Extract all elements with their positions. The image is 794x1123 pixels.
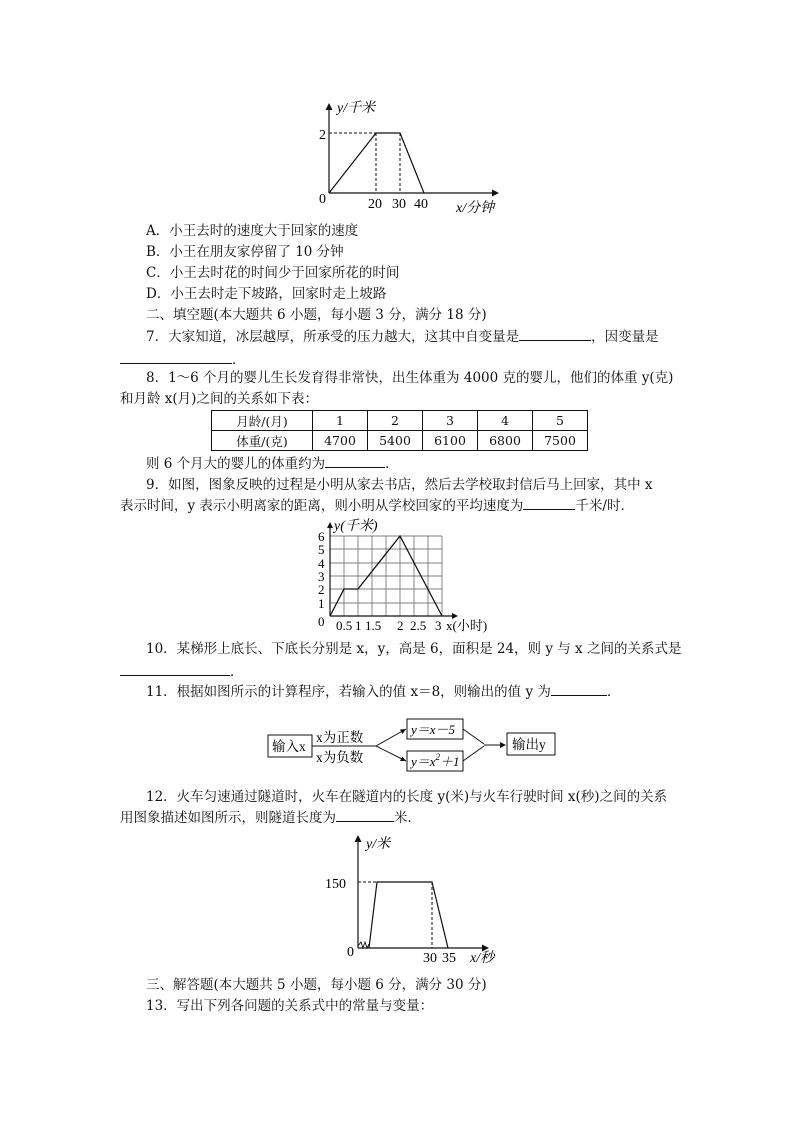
y-axis-arrow (355, 835, 362, 842)
q8-end: ． (385, 456, 399, 472)
x-axis-label: x/秒 (470, 951, 495, 966)
q12-text-end: 米． (394, 810, 421, 826)
calculation-flowchart (266, 714, 566, 776)
q9-text: 表示时间，y 表示小明离家的距离，则小明从学校回家的平均速度为 (120, 498, 524, 514)
x-tick-label: 2 (397, 618, 404, 633)
y-tick-label: 2 (319, 128, 326, 143)
q11-line1 (146, 683, 620, 701)
origin-label: 0 (347, 945, 354, 960)
graph-distance-time-1 (310, 95, 510, 217)
option-b: B．小王在朋友家停留了 10 分钟 (146, 244, 344, 260)
y-axis-label: y(千米) (334, 519, 378, 534)
option-d: D．小王去时走下坡路，回家时走上坡路 (146, 286, 387, 302)
table-cell: 7500 (533, 431, 588, 451)
age-weight-table (211, 410, 588, 451)
merge-line-top (463, 729, 484, 744)
answer-blank (523, 497, 575, 510)
section-2-header: 二、填空题(本大题共 6 小题，每小题 3 分，满分 18 分) (146, 307, 487, 323)
section-3-header: 三、解答题(本大题共 5 小题，每小题 6 分，满分 30 分) (146, 977, 487, 993)
x-tick-label: 30 (423, 951, 437, 966)
answer-blank (336, 809, 394, 822)
x-axis-label: x(小时) (446, 618, 488, 633)
q7-line1 (146, 328, 659, 346)
table-row (212, 411, 588, 431)
q8-text: 则 6 个月大的婴儿的体重约为 (146, 456, 326, 472)
answer-blank (120, 663, 230, 676)
x-tick-label: 20 (368, 197, 382, 212)
table-header-month: 月龄/(月) (212, 411, 313, 431)
origin-label: 0 (319, 192, 326, 207)
table-cell: 1 (313, 411, 368, 431)
q7-line2 (120, 351, 246, 369)
option-a: A．小王去时的速度大于回家的速度 (146, 223, 359, 239)
output-label: 输出y (512, 737, 546, 752)
table-cell: 5400 (368, 431, 423, 451)
x-axis-arrow (492, 190, 499, 197)
y-tick-label: 3 (318, 569, 325, 584)
axis-break (358, 942, 369, 948)
table-cell: 5 (533, 411, 588, 431)
table-header-weight: 体重/(克) (212, 431, 313, 451)
y-axis-arrow (326, 103, 333, 110)
table-cell: 2 (368, 411, 423, 431)
q11-text: 11．根据如图所示的计算程序，若输入的值 x＝8，则输出的值 y 为 (146, 684, 551, 700)
formula-positive: y＝x－5 (411, 722, 456, 737)
length-curve (369, 882, 448, 948)
answer-blank (551, 683, 607, 696)
q7-text-mid: ，因变量是 (591, 329, 659, 345)
y-tick-label: 6 (318, 529, 325, 544)
arrow-head (500, 742, 506, 748)
q12-text: 用图象描述如图所示，则隧道长度为 (120, 810, 336, 826)
answer-blank (120, 351, 232, 364)
q11-end: ． (606, 684, 621, 700)
y-axis-label: y/米 (366, 837, 391, 852)
graph-distance-time-2 (312, 516, 488, 634)
y-tick-label: 2 (318, 582, 325, 597)
table-cell: 6800 (478, 431, 533, 451)
branch-positive-label: x为正数 (316, 730, 364, 745)
q12-line1: 12．火车匀速通过隧道时，火车在隧道内的长度 y(米)与火车行驶时间 x(秒)之间的关系 (146, 789, 668, 805)
table-cell: 4 (478, 411, 533, 431)
x-tick-label: 30 (392, 197, 406, 212)
q10-end: ． (230, 664, 244, 680)
x-tick-label: 1 (355, 618, 362, 633)
x-tick-label: 35 (442, 951, 456, 966)
y-axis-label: y/千米 (337, 101, 376, 116)
q8-line1: 8．1～6 个月的婴儿生长发育得非常快，出生体重为 4000 克的婴儿，他们的体重 y(克) (146, 370, 674, 386)
x-tick-label: 3 (435, 618, 442, 633)
q10-line1: 10．某梯形上底长、下底长分别是 x，y，高是 6，面积是 24，则 y 与 x 之间的关系式是 (146, 641, 682, 657)
formula-negative: $y=x^2+1$ (411, 752, 460, 769)
merge-line-bottom (463, 746, 484, 761)
option-c: C．小王去时花的时间少于回家所花的时间 (146, 265, 400, 281)
table-cell: 3 (423, 411, 478, 431)
q8-line3 (146, 455, 399, 473)
q7-end: ． (232, 352, 246, 368)
x-tick-label: 0.5 (336, 618, 353, 633)
input-label: 输入x (272, 739, 306, 754)
x-tick-label: 1.5 (365, 618, 382, 633)
x-tick-label: 40 (414, 197, 428, 212)
table-cell: 4700 (313, 431, 368, 451)
q9-line2 (120, 497, 634, 515)
table-row (212, 431, 588, 451)
y-tick-label: 4 (318, 556, 325, 571)
origin-label: 0 (318, 614, 325, 629)
answer-blank (519, 328, 591, 341)
grid (330, 536, 442, 616)
q12-line2 (120, 809, 421, 827)
q7-text: 7．大家知道，冰层越厚，所承受的压力越大，这其中自变量是 (146, 329, 520, 345)
q9-line1: 9．如图，图象反映的过程是小明从家去书店，然后去学校取封信后马上回家，其中 x (146, 477, 653, 493)
q9-text-end: 千米/时． (575, 498, 634, 514)
y-tick-label: 150 (325, 877, 346, 892)
y-tick-label: 5 (318, 542, 325, 557)
answer-blank (325, 455, 385, 468)
q10-line2 (120, 663, 244, 681)
x-axis-label: x/分钟 (456, 201, 495, 216)
q8-line2: 和月龄 x(月)之间的关系如下表： (120, 391, 318, 407)
y-tick-label: 1 (318, 596, 325, 611)
x-tick-label: 2.5 (410, 618, 427, 633)
branch-negative-label: x为负数 (316, 750, 364, 765)
graph-tunnel-length (322, 830, 512, 970)
q13-line1: 13．写出下列各问题的关系式中的常量与变量： (146, 998, 434, 1014)
y-axis-arrow (327, 522, 333, 528)
table-cell: 6100 (423, 431, 478, 451)
